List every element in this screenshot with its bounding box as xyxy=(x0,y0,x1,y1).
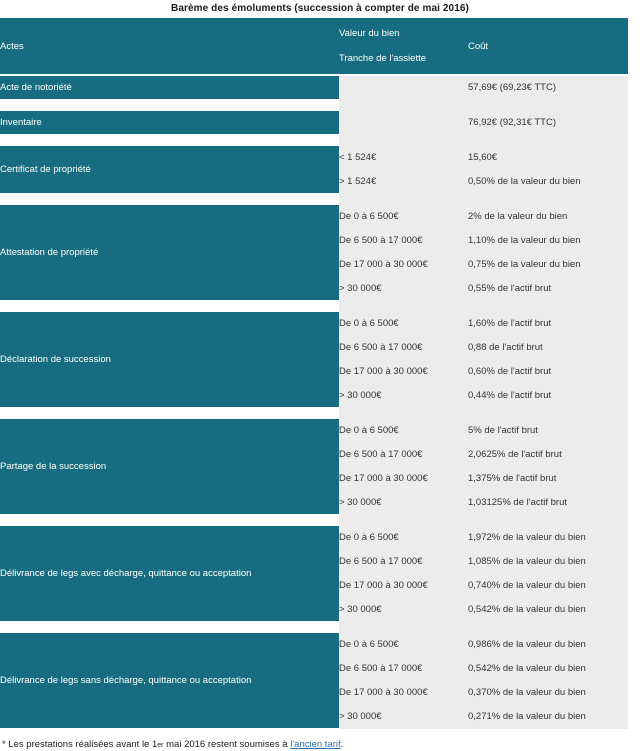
row-spacer xyxy=(0,100,628,111)
cout-cell: 0,55% de l'actif brut xyxy=(468,277,628,301)
row-spacer-left xyxy=(0,515,339,526)
header-row xyxy=(0,18,628,75)
acte-cell: Certificat de propriété xyxy=(0,146,339,194)
tranche-cell: De 6 500 à 17 000€ xyxy=(339,336,468,360)
table-row xyxy=(0,312,628,336)
cout-cell: 0,542% de la valeur du bien xyxy=(468,598,628,622)
row-spacer-left xyxy=(0,622,339,633)
tranche-cell: > 30 000€ xyxy=(339,705,468,729)
row-spacer xyxy=(0,301,628,312)
tranche-cell: De 6 500 à 17 000€ xyxy=(339,443,468,467)
acte-cell: Attestation de propriété xyxy=(0,205,339,301)
tranche-cell: De 17 000 à 30 000€ xyxy=(339,574,468,598)
cout-cell: 0,44% de l'actif brut xyxy=(468,384,628,408)
acte-cell: Inventaire xyxy=(0,111,339,135)
acte-cell: Partage de la succession xyxy=(0,419,339,515)
row-spacer-left xyxy=(0,408,339,419)
column-header-tranche-assiette: Tranche de l'assiette xyxy=(339,53,427,64)
cout-cell: 2% de la valeur du bien xyxy=(468,205,628,229)
cout-cell: 15,60€ xyxy=(468,146,628,170)
tranche-cell: De 17 000 à 30 000€ xyxy=(339,360,468,384)
footnote-text-after: . xyxy=(340,739,344,750)
table-row xyxy=(0,205,628,229)
cout-cell: 57,69€ (69,23€ TTC) xyxy=(468,75,628,100)
column-header-valeur-du-bien: Valeur du bien xyxy=(339,28,400,39)
tranche-cell: > 30 000€ xyxy=(339,598,468,622)
row-spacer-right xyxy=(339,515,628,526)
cout-cell: 0,542% de la valeur du bien xyxy=(468,657,628,681)
tranche-cell: De 0 à 6 500€ xyxy=(339,312,468,336)
cout-cell: 76,92€ (92,31€ TTC) xyxy=(468,111,628,135)
acte-cell: Acte de notoriété xyxy=(0,75,339,100)
cout-cell: 0,986% de la valeur du bien xyxy=(468,633,628,657)
tranche-cell: > 30 000€ xyxy=(339,491,468,515)
table-caption: Barème des émoluments (succession à compter de mai 2016) xyxy=(171,3,469,14)
cout-cell: 0,271% de la valeur du bien xyxy=(468,705,628,729)
row-spacer-left xyxy=(0,100,339,111)
acte-cell: Délivrance de legs sans décharge, quittance ou acceptation xyxy=(0,633,339,729)
tranche-cell: > 1 524€ xyxy=(339,170,468,194)
table-row xyxy=(0,419,628,443)
ordinal-suffix: er xyxy=(157,741,164,749)
row-spacer xyxy=(0,194,628,205)
cout-cell: 0,50% de la valeur du bien xyxy=(468,170,628,194)
tranche-cell: < 1 524€ xyxy=(339,146,468,170)
cout-cell: 1,60% de l'actif brut xyxy=(468,312,628,336)
tranche-cell: De 17 000 à 30 000€ xyxy=(339,253,468,277)
tranche-cell: De 6 500 à 17 000€ xyxy=(339,550,468,574)
tranche-cell: De 0 à 6 500€ xyxy=(339,419,468,443)
cout-cell: 2,0625% de l'actif brut xyxy=(468,443,628,467)
row-spacer xyxy=(0,515,628,526)
table-row xyxy=(0,75,628,100)
cout-cell: 0,740% de la valeur du bien xyxy=(468,574,628,598)
row-spacer-right xyxy=(339,135,628,146)
table-body xyxy=(0,75,628,729)
cout-cell: 1,972% de la valeur du bien xyxy=(468,526,628,550)
tranche-cell: De 6 500 à 17 000€ xyxy=(339,657,468,681)
row-spacer-left xyxy=(0,301,339,312)
table-row xyxy=(0,111,628,135)
baremes-table xyxy=(0,18,628,730)
tranche-cell: De 0 à 6 500€ xyxy=(339,633,468,657)
tranche-cell: > 30 000€ xyxy=(339,384,468,408)
row-spacer-right xyxy=(339,301,628,312)
table-row xyxy=(0,633,628,657)
row-spacer-right xyxy=(339,622,628,633)
tranche-cell xyxy=(339,111,468,135)
acte-cell: Déclaration de succession xyxy=(0,312,339,408)
tranche-cell: De 6 500 à 17 000€ xyxy=(339,229,468,253)
tranche-cell: De 0 à 6 500€ xyxy=(339,205,468,229)
row-spacer-right xyxy=(339,100,628,111)
table-header xyxy=(0,18,628,75)
tranche-cell: De 17 000 à 30 000€ xyxy=(339,681,468,705)
cout-cell: 0,75% de la valeur du bien xyxy=(468,253,628,277)
tranche-cell: De 17 000 à 30 000€ xyxy=(339,467,468,491)
cout-cell: 1,375% de l'actif brut xyxy=(468,467,628,491)
column-header-cout: Coût xyxy=(468,18,628,75)
row-spacer-right xyxy=(339,194,628,205)
row-spacer xyxy=(0,135,628,146)
table-container xyxy=(0,18,628,730)
table-row xyxy=(0,526,628,550)
row-spacer-left xyxy=(0,194,339,205)
cout-cell: 0,370% de la valeur du bien xyxy=(468,681,628,705)
table-row xyxy=(0,146,628,170)
acte-cell: Délivrance de legs avec décharge, quittance ou acceptation xyxy=(0,526,339,622)
row-spacer-right xyxy=(339,408,628,419)
tranche-cell: De 0 à 6 500€ xyxy=(339,526,468,550)
row-spacer xyxy=(0,408,628,419)
tranche-cell xyxy=(339,75,468,100)
cout-cell: 0,60% de l'actif brut xyxy=(468,360,628,384)
cout-cell: 5% de l'actif brut xyxy=(468,419,628,443)
row-spacer-left xyxy=(0,135,339,146)
cout-cell: 1,085% de la valeur du bien xyxy=(468,550,628,574)
column-header-actes: Actes xyxy=(0,18,339,75)
row-spacer xyxy=(0,622,628,633)
cout-cell: 0,88 de l'actif brut xyxy=(468,336,628,360)
footnote-text-before: * Les prestations réalisées avant le 1er mai 2016 restent soumises à xyxy=(2,739,291,750)
ancien-tarif-link[interactable]: l'ancien tarif xyxy=(290,739,341,750)
cout-cell: 1,10% de la valeur du bien xyxy=(468,229,628,253)
cout-cell: 1,03125% de l'actif brut xyxy=(468,491,628,515)
column-header-tranche xyxy=(339,18,468,75)
footnote xyxy=(0,730,640,751)
tranche-cell: > 30 000€ xyxy=(339,277,468,301)
